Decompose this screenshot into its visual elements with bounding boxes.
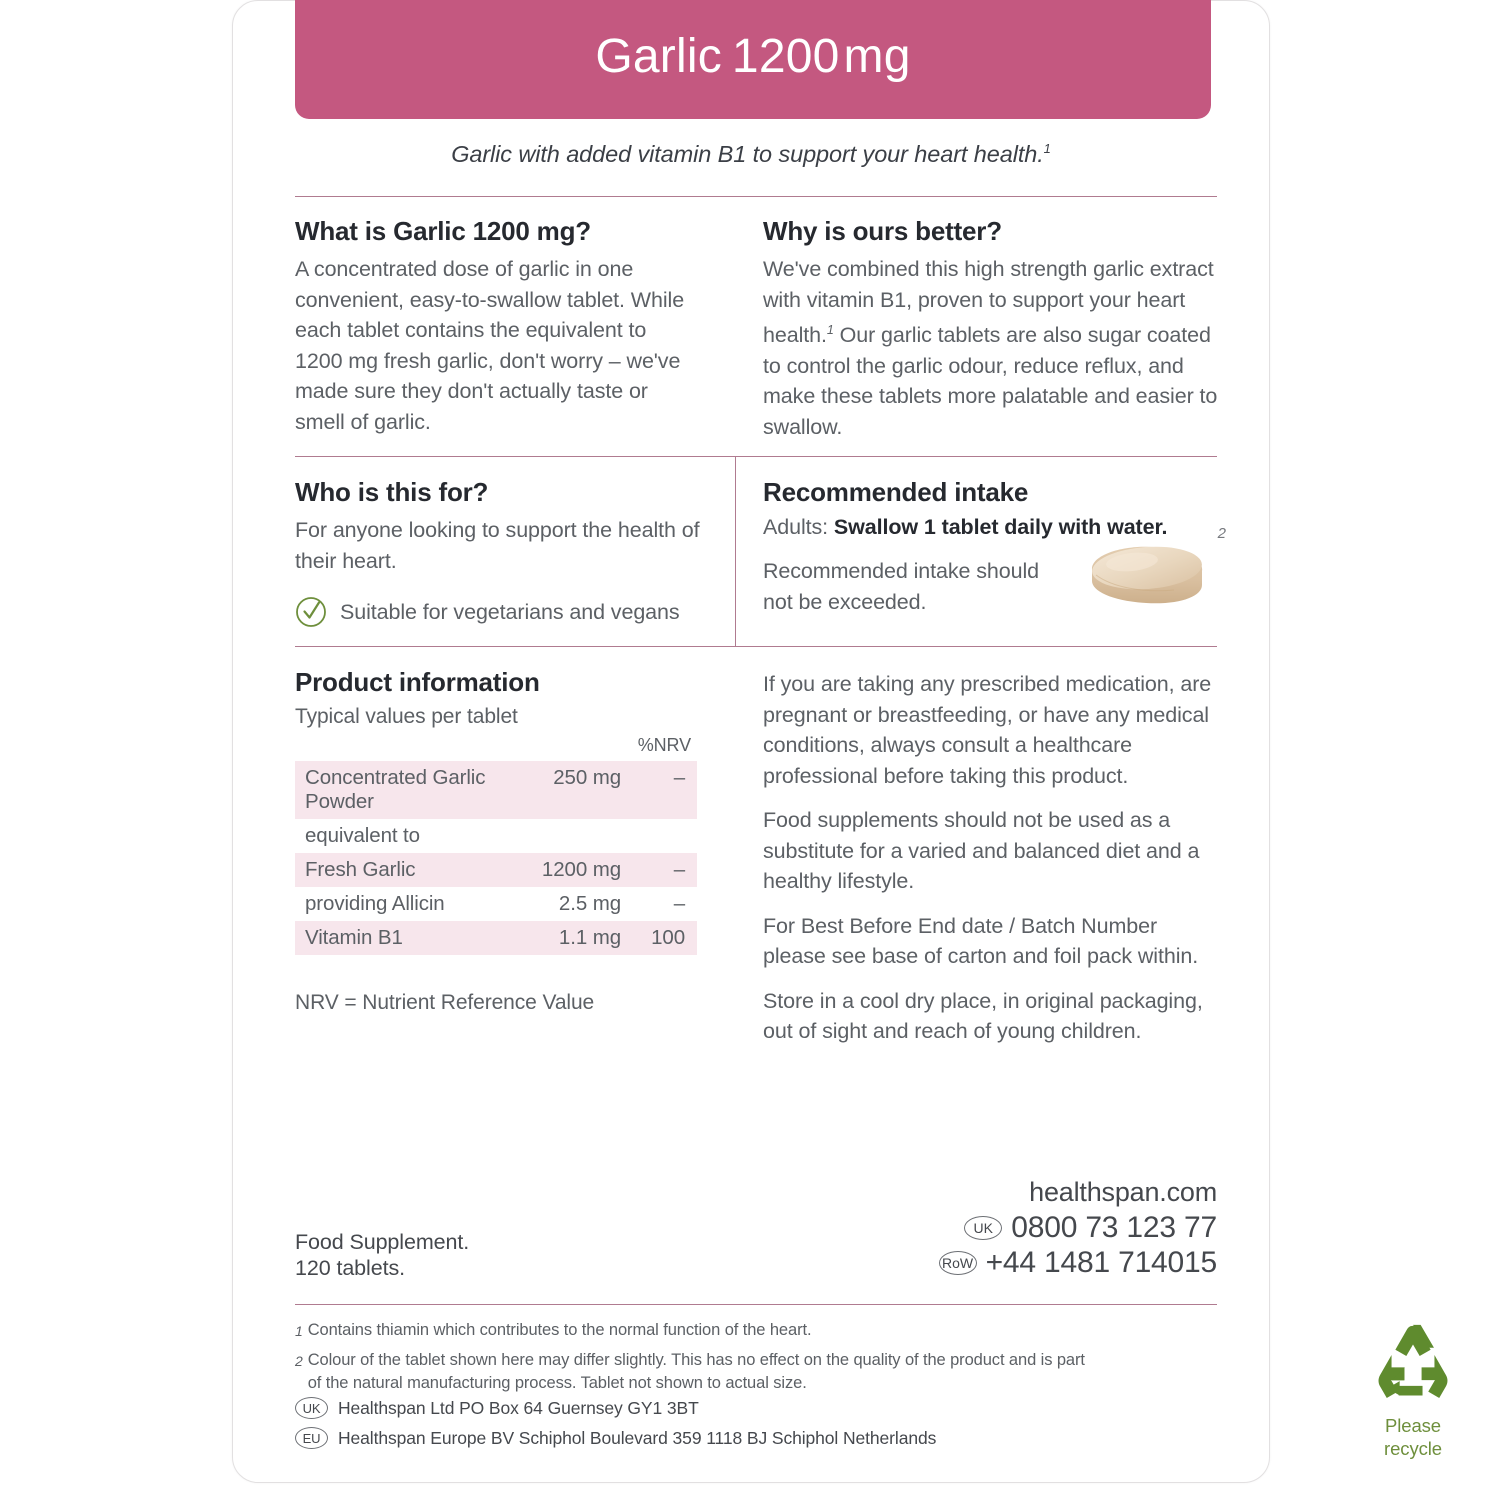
- why-better-section: [763, 216, 1218, 442]
- nutrient-nrv: –: [635, 853, 697, 887]
- subtitle-footnote-marker: 1: [1043, 141, 1051, 157]
- nutrient-name: Fresh Garlic: [295, 853, 542, 887]
- nutrition-table: [295, 735, 697, 955]
- product-subtitle-text: Garlic with added vitamin B1 to support your heart health.: [451, 141, 1044, 167]
- vegetarian-vegan-badge: [295, 596, 720, 628]
- uk-region-badge: UK: [964, 1216, 1002, 1240]
- why-better-heading: Why is ours better?: [763, 216, 1002, 246]
- address-row-uk: [295, 1397, 1145, 1419]
- eu-address-badge: EU: [295, 1427, 328, 1449]
- footnote-text: Colour of the tablet shown here may differ slightly. This has no effect on the quality of the product and is part of the natural manufacturing process. Tablet not shown to actual size.: [307, 1351, 1085, 1392]
- addresses-block: [295, 1397, 1145, 1457]
- check-circle-icon: [295, 596, 327, 628]
- contact-block: [939, 1177, 1217, 1280]
- why-better-footnote-marker: 1: [826, 323, 834, 337]
- nrv-column-header: %NRV: [637, 735, 691, 755]
- nutrient-amount: 1200 mg: [542, 853, 635, 887]
- phone-uk-number[interactable]: 0800 73 123 77: [1011, 1211, 1217, 1244]
- intake-warning-note: Recommended intake should not be exceeded.: [763, 559, 1039, 614]
- food-supplement-label: Food Supplement.: [295, 1230, 470, 1254]
- nutrient-nrv: 100: [635, 921, 697, 955]
- footnote-item: [295, 1319, 1085, 1343]
- nutrient-nrv: –: [673, 892, 685, 915]
- tablet-footnote-marker: 2: [1217, 525, 1226, 542]
- footnotes-block: [295, 1319, 1085, 1401]
- product-information-heading: Product information: [295, 667, 540, 697]
- who-is-this-for-body: For anyone looking to support the health of their heart.: [295, 518, 700, 573]
- table-row: [295, 921, 697, 955]
- divider-top: [295, 196, 1217, 197]
- address-row-eu: [295, 1427, 1145, 1449]
- nutrient-name: Vitamin B1: [295, 921, 542, 955]
- uk-address-text: Healthspan Ltd PO Box 64 Guernsey GY1 3BT: [338, 1397, 699, 1418]
- warning-supplement-substitute: Food supplements should not be used as a substitute for a varied and balanced diet and a healthy lifestyle.: [763, 808, 1200, 893]
- phone-row-international: [939, 1246, 1217, 1280]
- warnings-section: [763, 669, 1223, 1047]
- recycle-label-line1: Please: [1385, 1415, 1441, 1436]
- recommended-intake-heading: Recommended intake: [763, 477, 1029, 507]
- table-row: [295, 853, 697, 887]
- nutrient-name: Concentrated Garlic Powder: [295, 761, 542, 819]
- nutrient-name: equivalent to: [305, 824, 420, 847]
- product-subtitle: [233, 141, 1269, 168]
- who-is-this-for-section: [295, 477, 720, 628]
- product-name: Garlic: [595, 29, 722, 83]
- nutrient-amount: 1.1 mg: [542, 921, 635, 955]
- table-row: [295, 887, 697, 921]
- nutrient-name: providing Allicin: [305, 892, 445, 915]
- website-url[interactable]: healthspan.com: [1029, 1177, 1217, 1207]
- table-row: [295, 761, 697, 819]
- eu-address-text: Healthspan Europe BV Schiphol Boulevard 359 1118 BJ Schiphol Netherlands: [338, 1427, 937, 1448]
- recycle-label-line2: recycle: [1384, 1438, 1442, 1459]
- what-is-heading: What is Garlic 1200 mg?: [295, 216, 591, 246]
- vegetarian-vegan-label: Suitable for vegetarians and vegans: [340, 599, 680, 624]
- tablet-image: [1082, 525, 1226, 613]
- tablet-illustration: [1082, 535, 1210, 613]
- what-is-body: A concentrated dose of garlic in one convenient, easy-to-swallow tablet. While each tablet contains the equivalent to 1200 mg fresh garlic, don't worry – we've made sure they don't actually taste or smell of garlic.: [295, 257, 685, 434]
- product-information-section: [295, 667, 715, 1015]
- why-better-body-part2: Our garlic tablets are also sugar coated to control the garlic odour, reduce reflux, and make these tablets more palatable and easier to swallow.: [763, 323, 1218, 439]
- footnote-marker: 2: [295, 1353, 303, 1369]
- divider-footer: [295, 1304, 1217, 1305]
- divider-vertical-middle: [735, 456, 736, 646]
- warning-best-before: For Best Before End date / Batch Number please see base of carton and foil pack within.: [763, 913, 1199, 968]
- recycle-label: [1343, 1414, 1483, 1460]
- who-is-this-for-heading: Who is this for?: [295, 477, 489, 507]
- nutrition-table-body: [295, 761, 697, 955]
- recycle-block: [1343, 1323, 1483, 1460]
- table-row: [295, 819, 697, 853]
- nutrient-amount: 250 mg: [542, 761, 635, 819]
- warning-storage: Store in a cool dry place, in original packaging, out of sight and reach of young children.: [763, 988, 1203, 1043]
- food-supplement-block: [295, 1229, 469, 1281]
- footnote-marker: 1: [295, 1323, 303, 1339]
- divider-middle-lower: [295, 646, 1217, 647]
- product-title: [595, 29, 910, 84]
- product-header-banner: [295, 0, 1211, 119]
- product-information-panel: [232, 0, 1442, 1483]
- typical-values-subheading: Typical values per tablet: [295, 705, 518, 728]
- why-better-body-part1: We've combined this high strength garlic extract with vitamin B1, proven to support your heart health.: [763, 257, 1214, 348]
- amount-column-header: [542, 735, 635, 761]
- footnote-item: [295, 1349, 1085, 1395]
- recycle-icon: [1365, 1323, 1461, 1405]
- footnote-text: Contains thiamin which contributes to the normal function of the heart.: [307, 1321, 812, 1339]
- product-strength-unit: mg: [843, 29, 911, 83]
- what-is-section: [295, 216, 695, 437]
- adults-prefix: Adults:: [763, 515, 834, 539]
- divider-middle-upper: [295, 456, 1217, 457]
- warning-medication: If you are taking any prescribed medication, are pregnant or breastfeeding, or have any medical conditions, always consult a healthcare professional before taking this product.: [763, 672, 1212, 788]
- tablet-count-label: 120 tablets.: [295, 1256, 405, 1280]
- uk-address-badge: UK: [295, 1397, 328, 1419]
- nutrient-nrv: [635, 819, 697, 853]
- why-better-body: [763, 254, 1218, 442]
- row-region-badge: RoW: [939, 1251, 977, 1275]
- phone-uk-row: [939, 1211, 1217, 1245]
- nutrient-amount: [542, 819, 635, 853]
- nutrient-amount: 2.5 mg: [558, 892, 621, 915]
- product-strength: 1200: [731, 29, 840, 83]
- phone-international-number[interactable]: +44 1481 714015: [985, 1246, 1217, 1279]
- nutrient-nrv: –: [635, 761, 697, 819]
- recommended-intake-section: [763, 477, 1226, 617]
- nutrient-column-header: [295, 735, 542, 761]
- adults-dosage: Swallow 1 tablet daily with water.: [833, 515, 1168, 539]
- nrv-definition-note: NRV = Nutrient Reference Value: [295, 991, 595, 1014]
- nutrition-table-header-row: [295, 735, 697, 761]
